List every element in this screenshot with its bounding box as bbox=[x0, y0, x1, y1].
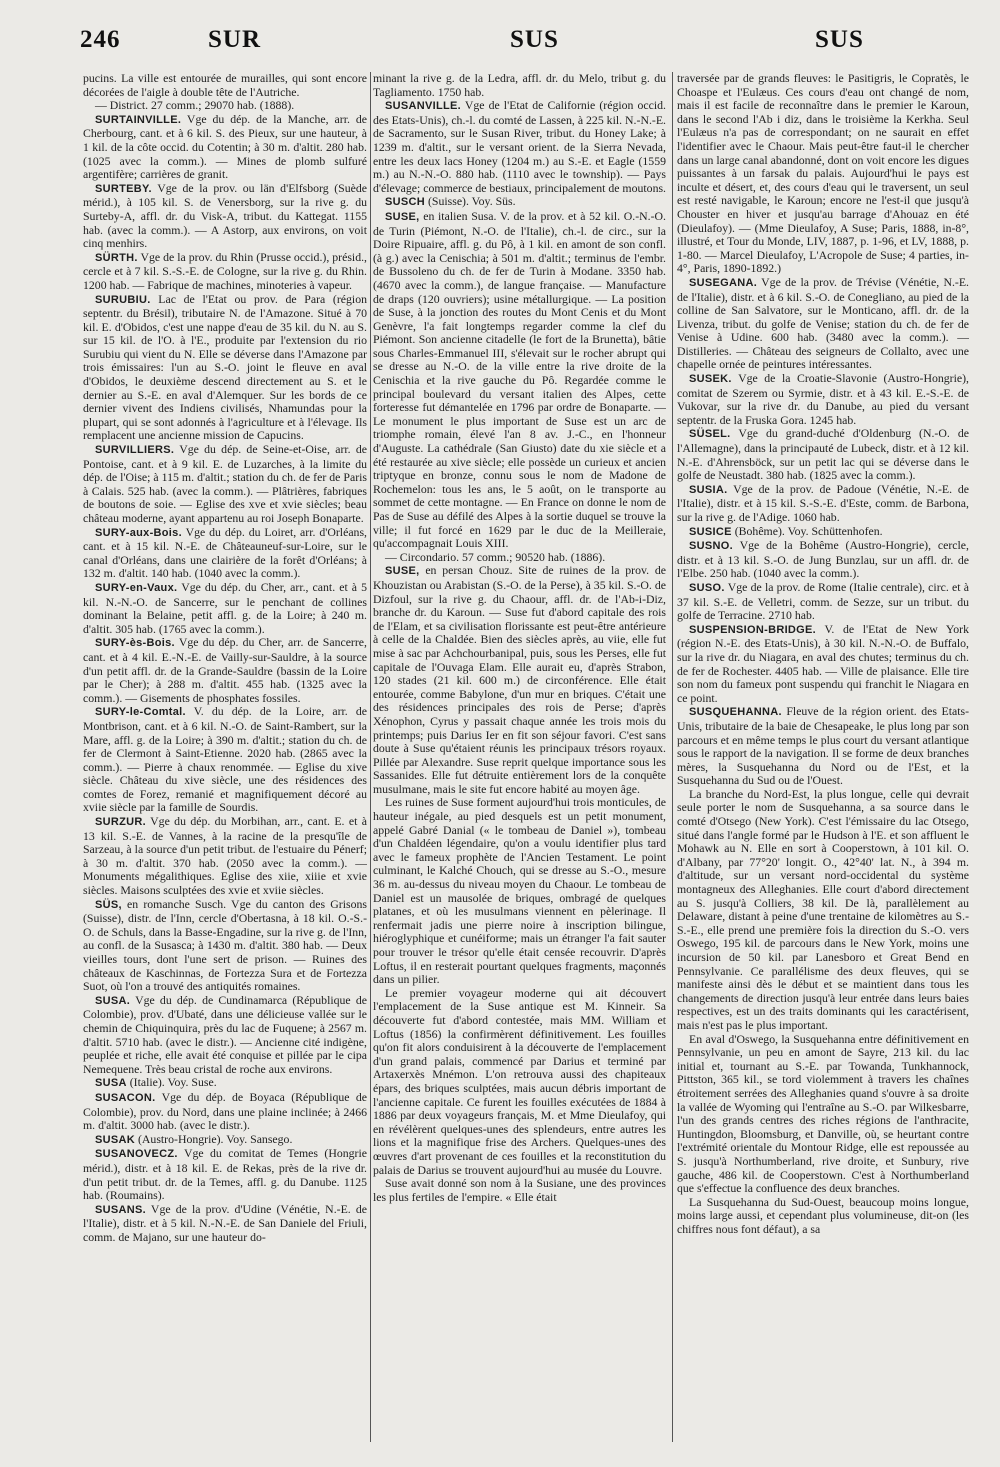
dictionary-entry bbox=[83, 72, 367, 99]
page-header bbox=[80, 26, 980, 68]
dictionary-entry bbox=[677, 788, 969, 1033]
dictionary-entry bbox=[677, 539, 969, 581]
entry-text: La branche du Nord-Est, la plus longue, celle qui devrait seule porter le nom de Susquehanna, a sa source dans le comté d'Otsego (New York). C'est l'émissaire du lac Otsego, situé dans l'angle formé par le Hudson à l'E. et son affluent le Mohawk au N. Elle en sort à Cooperstown, à 101 kil. O. d'Albany, par 77°20' longit. O., 42°40' lat. N., à 394 m. d'altitude, sur un versant nord-occidental du système montagneux des Alleghanies. Elle court d'abord directement au S. jusqu'à Colliers, 38 kil. De là, parallèlement au Delaware, distant à peine d'une trentaine de kilomètres au S.-S.-E., elle prend une première fois la direction du S.-O. vers Oswego, 195 kil. de parcours dans le New York, moins une incursion de 50 kil. par Lanesboro et Great Bend en Pennsylvanie. Ce parallélisme des deux fleuves, qui se manifeste ainsi dès le début et se maintient dans tous les changements de direction jusqu'à leur entrée dans leurs baies respectives, est un des traits dominants qui les caractérisent, mais n'est pas le plus important. bbox=[677, 786, 969, 1032]
entry-headword: SURTAINVILLE. bbox=[95, 113, 182, 126]
entry-headword: SURY-aux-Bois. bbox=[95, 526, 182, 539]
entry-headword: SURY-le-Comtal. bbox=[95, 706, 186, 719]
entry-headword: SUSO. bbox=[689, 581, 725, 594]
dictionary-entry bbox=[83, 1147, 367, 1202]
dictionary-entry bbox=[83, 1203, 367, 1245]
dictionary-entry bbox=[677, 1033, 969, 1196]
entry-text: Les ruines de Suse forment aujourd'hui trois monticules, de hauteur inégale, au pied desquels est un petit monument, appelé Gabré Danial (« le tombeau de Daniel »), tombeau d'un Chaldéen légendaire, qu'on a voulu identifier plus tard avec le fameux prophète de l'Ancien Testament. Le point culminant, le Kalché Chouch, qui se dresse au S.-O., mesure 36 m. au-dessus du niveau moyen du Chaour. Le tombeau de Daniel est un mausolée de briques, ombragé de quelques platanes, et où les musulmans viennent en pèlerinage. Il renfermait jadis une pierre noire à inscription bilingue, hiéroglyphique et cunéiforme; mais un étranger l'a fait sauter pour trouver le trésor qu'elle était censée recouvrir. D'après Loftus, il en resterait pourtant quelques fragments, maçonnés dans un pilier. bbox=[373, 795, 666, 987]
entry-headword: SUSE, bbox=[385, 210, 420, 223]
entry-text: Vge de la prov. ou län d'Elfsborg (Suède mérid.), à 105 kil. S. de Venersborg, sur la rive g. du Surteby-A, affl. dr. du Visk-A, tribut. du Kattegat. 1155 hab. (avec la comm.). — A Astorp, aux environs, on voit cinq menhirs. bbox=[83, 180, 367, 251]
entry-headword: SUSANS. bbox=[95, 1203, 146, 1216]
entry-text: Vge de la Bohême (Austro-Hongrie), cercle, distr. et à 13 kil. S.-O. de Jung Bunzlau, sur un affl. dr. de l'Elbe. 250 hab. (1040 avec la comm.). bbox=[677, 538, 969, 581]
dictionary-entry bbox=[83, 994, 367, 1077]
entry-headword: SUSACON. bbox=[95, 1091, 156, 1104]
entry-headword: SURUBIU. bbox=[95, 293, 151, 306]
dictionary-entry bbox=[677, 72, 969, 276]
entry-headword: SURVILLIERS. bbox=[95, 444, 175, 457]
entry-text: Vge du dép. de Cundinamarca (République de Colombie), prov. d'Ubaté, dans une délicieuse vallée sur le chemin de Chiquinquira, près du lac de Fuquene; à 2567 m. d'altit. 5710 hab. (avec le distr.). — Ancienne cité indigène, peuplée et riche, elle avait été conquise et pillée par le cipa Nemequene. Très beau cristal de roche aux environs. bbox=[83, 992, 367, 1076]
text-column-left bbox=[83, 72, 367, 1442]
running-head-right: SUS bbox=[815, 26, 864, 53]
entry-text: en romanche Susch. Vge du canton des Grisons (Suisse), distr. de l'Inn, cercle d'Obertasna, à 18 kil. O.-S.-O. de Schuls, dans la Basse-Engadine, sur la rive g. de l'Inn, au confl. de la Susasca; à 1430 m. d'altit. 380 hab. — Deux vieilles tours, dont l'une sert de prison. — Ruines des châteaux de Kaschinnas, de Fortezza Sura et de Fortezza Suot, où l'on a trouvé des antiquités romaines. bbox=[83, 896, 367, 994]
entry-text: Vge du dép. du Morbihan, arr., cant. E. et à 13 kil. S.-E. de Vannes, à la racine de la presqu'île de Sarzeau, à la source d'un petit tribut. de l'estuaire du Pénerf; à 30 m. d'altit. 370 hab. (2050 avec la comm.). — Monuments mégalithiques. Eglise des xiie, xiiie et xvie siècles. Maisons sculptées des xvie et xviie siècles. bbox=[83, 814, 367, 898]
dictionary-entry bbox=[373, 195, 666, 210]
entry-text: V. du dép. de la Loire, arr. de Montbrison, cant. et à 6 kil. N.-O. de Saint-Rambert, sur la Mare, affl. g. de la Loire; à 390 m. d'altit.; station du ch. de fer de Clermont à Saint-Etienne. 2020 hab. (2865 avec la comm.). — Pierre à chaux renommée. — Eglise du xive siècle. Château du xive siècle, une des résidences des comtes de Forez, remanié et magnifiquement décoré au xviie siècle par la famille de Sourdis. bbox=[83, 704, 367, 815]
running-head-middle: SUS bbox=[510, 26, 559, 53]
entry-text: Vge du grand-duché d'Oldenburg (N.-O. de l'Allemagne), dans la principauté de Lubeck, distr. et à 12 kil. N.-E. d'Ahrensböck, sur un petit lac qui se déverse dans le golfe de Neustadt. 380 hab. (1825 avec la comm.). bbox=[677, 426, 969, 483]
dictionary-entry bbox=[677, 372, 969, 427]
dictionary-entry bbox=[83, 251, 367, 293]
entry-text: traversée par de grands fleuves: le Pasitigris, le Copratès, le Choaspe et l'Eulæus. Ces cours d'eau ont changé de nom, mais il est facile de reconnaître dans le premier le Karoun, dans le second l'Ab i diz, dans le troisième la Kerkha. Seul l'Eulæus n'a pas de correspondant; on ne saurait en effet l'identifier avec le Chaour. Mais peut-être faut-il le chercher dans un large canal abandonné, dont on voit encore les digues puissantes à un farsak du palais. Aujourd'hui le pays est inculte et désert, et, des cours d'eau qui le traversent, un seul est resté navigable, le Karoun; encore ne l'est-il que jusqu'à Chouster en hiver et jusqu'au barrage d'Ahouaz en été (Dieulafoy). — (Mme Dieulafoy, A Suse; Paris, 1888, in-8°, illustré, et Tour du Monde, LIV, 1887, p. 1-96, et LV, 1888, p. 1-80. — Marcel Dieulafoy, L'Acropole de Suse; 4 parties, in-4°, Paris, 1890-1892.) bbox=[677, 72, 969, 276]
entry-text: minant la rive g. de la Ledra, affl. dr. du Melo, tribut g. du Tagliamento. 1750 hab. bbox=[373, 72, 666, 99]
entry-text: (Austro-Hongrie). Voy. Sansego. bbox=[137, 1131, 293, 1146]
entry-headword: SUSCH bbox=[385, 196, 426, 209]
page-number: 246 bbox=[80, 26, 121, 53]
entry-headword: SÜS, bbox=[95, 898, 122, 911]
dictionary-entry bbox=[373, 1177, 666, 1204]
dictionary-entry bbox=[677, 1196, 969, 1237]
dictionary-entry bbox=[677, 483, 969, 525]
dictionary-entry bbox=[83, 898, 367, 994]
dictionary-entry bbox=[677, 581, 969, 623]
entry-text: Vge de la prov. d'Udine (Vénétie, N.-E. de l'Italie), distr. et à 5 kil. N.-N.-E. de San Daniele del Friuli, comm. de Majano, sur une hauteur do- bbox=[83, 1201, 367, 1244]
entry-text: Vge de la prov. de Trévise (Vénétie, N.-E. de l'Italie), distr. et à 6 kil. S.-O. de Conegliano, au pied de la colline de San Salvatore, sur le Monticano, affl. dr. de la Livenza, tribut. du golfe de Venise; station du ch. de fer de Venise à Udine. 600 hab. (3480 avec la comm.). — Distilleries. — Château des seigneurs de Collalto, avec une chapelle ornée de peintures intéressantes. bbox=[677, 274, 969, 372]
dictionary-entry bbox=[83, 443, 367, 526]
dictionary-entry bbox=[373, 72, 666, 99]
entry-text: en persan Chouz. Site de ruines de la prov. de Khouzistan ou Arabistan (S.-O. de la Perse), à 35 kil. S.-O. de Dizfoul, sur la rive g. du Chaour, affl. dr. de l'Ab-i-Diz, branche dr. du Karoun. — Suse fut d'abord capitale des rois de l'Elam, et sa civilisation florissante est peut-être antérieure à celle de la Chaldée. Bien des siècles après, au viie, elle fut mise à sac par Achchourbanipal, puis, sous les Perses, elle fut capitale de l'Ouvaga Elam. Elle aurait eu, d'après Strabon, 120 stades (21 kil. 600 m.) de circonférence. Elle était entourée, comme Babylone, d'un mur en briques. C'était une des résidences principales des rois de Perse; d'après Xénophon, Cyrus y passait chaque année les trois mois du printemps; puis Darius Ier en fit son séjour favori. C'est sans doute à Suse qu'étaient réunis les principaux trésors royaux. Pillée par Alexandre. Suse reprit quelque importance sous les Sassanides. Elle fut détruite entièrement lors de la conquête musulmane, mais le site fut encore habité au moyen âge. bbox=[373, 563, 666, 796]
entry-text: Fleuve de la région orient. des Etats-Unis, tributaire de la baie de Chesapeake, le plus long par son parcours et en même temps le plus court du versant atlantique sous le rapport de la navigation. Il se forme de deux branches mères, la Susquehanna du Nord ou de l'Est, et la Susquehanna du Sud ou de l'Ouest. bbox=[677, 704, 969, 788]
entry-headword: SUSIA. bbox=[689, 483, 728, 496]
entry-text: Vge de la Croatie-Slavonie (Austro-Hongrie), comitat de Szerem ou Syrmie, distr. et à 43 kil. E.-S.-E. de Vukovar, sur la rive dr. du Danube, au pied du versant septentr. de la Fruska Gora. 1245 hab. bbox=[677, 371, 969, 427]
dictionary-entry bbox=[677, 705, 969, 788]
entry-headword: SURZUR. bbox=[95, 816, 146, 829]
entry-headword: SUSPENSION-BRIDGE. bbox=[689, 623, 817, 636]
entry-text: Vge du dép. du Cher, arr. de Sancerre, cant. et à 4 kil. E.-N.-E. de Vailly-sur-Sauldre, à la source d'un petit affl. dr. de la Grande-Sauldre (bassin de la Loire par le Cher); à 288 m. d'altit. 455 hab. (1325 avec la comm.). — Gisements de phosphates fossiles. bbox=[83, 635, 367, 705]
dictionary-entry bbox=[677, 276, 969, 372]
dictionary-entry bbox=[373, 210, 666, 551]
entry-headword: SURTEBY. bbox=[95, 182, 152, 195]
entry-text: — Circondario. 57 comm.; 90520 hab. (1886). bbox=[385, 549, 606, 564]
entry-text: Vge du dép. de Boyaca (République de Colombie), prov. du Nord, dans une plaine inclinée; à 2466 m. d'altit. 3000 hab. (avec le distr.). bbox=[83, 1089, 367, 1133]
entry-headword: SUSNO. bbox=[689, 540, 733, 553]
text-column-right bbox=[677, 72, 969, 1442]
entry-headword: SUSQUEHANNA. bbox=[689, 706, 782, 719]
entry-headword: SUSEGANA. bbox=[689, 276, 758, 289]
entry-text: Lac de l'Etat ou prov. de Para (région septentr. du Brésil), tributaire N. de l'Amazone. Situé à 70 kil. E. d'Obidos, c'est une nappe d'eau de 35 kil. du N. au S. sur 15 kil. de l'O. à l'E., produite par l'extension du rio Surubiu qui vient du N. Elle se déverse dans l'Amazone par trois émissaires: l'un au S.-O. joint le fleuve en aval d'Obidos, le deuxième descend directement au S. et le dernier au S.-E. en aval d'Alemquer. Sur les bords de ce dernier vivent des Indiens civilisés, Nhamundas pour la plupart, qui se sont adonnés à l'agriculture et à l'élevage. Ils remplacent une ancienne mission de Capucins. bbox=[83, 291, 367, 443]
text-column-middle bbox=[373, 72, 666, 1442]
entry-text: Vge du comitat de Temes (Hongrie mérid.), distr. et à 18 kil. E. de Rekas, près de la rive dr. d'un petit tribut. dr. de la Temes, affl. g. du Danube. 1125 hab. (Roumains). bbox=[83, 1146, 367, 1203]
entry-headword: SURY-en-Vaux. bbox=[95, 581, 178, 594]
dictionary-entry bbox=[373, 564, 666, 796]
column-divider bbox=[370, 72, 371, 1442]
dictionary-entry bbox=[83, 705, 367, 815]
dictionary-entry bbox=[83, 526, 367, 581]
entry-text: Vge de l'Etat de Californie (région occid. des Etats-Unis), ch.-l. du comté de Lassen, à 225 kil. N.-N.-E. de Sacramento, sur le Susan River, tribut. du Honey Lake; à 1239 m. d'altit., sur le versant orient. de la Sierra Nevada, entre les deux lacs Honey (1204 m.) au S.-E. et Eagle (1559 m.) au N.-N.-O. 880 hab. (1110 avec le township). — Pays d'élevage; commerce de bestiaux, principalement de moutons. bbox=[373, 98, 666, 195]
entry-text: En aval d'Oswego, la Susquehanna entre définitivement en Pennsylvanie, un peu en amont de Sayre, 213 kil. du lac initial et, tournant au S.-E. par Towanda, Tunkhannock, Pittston, 365 kil., se tord violemment à travers les chaînes étroitement serrées des Alleghanies quand s'ouvre à sa droite la vallée de Wyoming qui l'entraîne au S.-O. par Wilkesbarre, l'un des grands centres des riches régions de l'anthracite, Huntingdon, Bloomsburg, et Danville, où, se heurtant contre l'extrémité orientale du Montour Ridge, elle est repoussée au S. jusqu'à Northumberland, rive droite, et Sunbury, rive gauche, 486 kil. de Cooperstown. C'est à Northumberland que s'effectue la confluence des deux branches. bbox=[677, 1031, 969, 1196]
dictionary-entry bbox=[373, 551, 666, 565]
entry-headword: SUSA bbox=[95, 1077, 127, 1090]
dictionary-entry bbox=[83, 1091, 367, 1133]
entry-headword: SÜSEL. bbox=[689, 428, 731, 441]
entry-text: — District. 27 comm.; 29070 hab. (1888). bbox=[95, 98, 295, 113]
entry-text: (Italie). Voy. Suse. bbox=[129, 1075, 217, 1090]
entry-headword: SUSICE bbox=[689, 525, 732, 538]
entry-headword: SURY-ès-Bois. bbox=[95, 637, 175, 650]
entry-headword: SUSA. bbox=[95, 994, 131, 1007]
entry-headword: SUSE, bbox=[385, 565, 420, 578]
dictionary-entry bbox=[83, 182, 367, 251]
entry-text: (Bohême). Voy. Schüttenhofen. bbox=[734, 523, 883, 538]
entry-text: Vge de la prov. de Padoue (Vénétie, N.-E. de l'Italie), distr. et à 15 kil. S.-S.-E. d'Este, comm. de Barbona, sur la rive g. de l'Adige. 1060 hab. bbox=[677, 481, 969, 524]
entry-text: Vge de la prov. de Rome (Italie centrale), circ. et à 37 kil. S.-E. de Velletri, comm. de Sezze, sur un tribut. du golfe de Terracine. 2710 hab. bbox=[677, 579, 969, 623]
entry-text: en italien Susa. V. de la prov. et à 52 kil. O.-N.-O. de Turin (Piémont, N.-O. de l'Italie), ch.-l. de circ., sur la Doire Ripuaire, affl. g. du Pô, à 1 kil. en amont de son confl. (à g.) avec la Cenischia; à 501 m. d'altit.; terminus de l'embr. de Bussoleno du ch. de fer de Turin à Modane. 3350 hab. (4670 avec la comm.), de langue française. — Manufacture de draps (120 ouvriers); usine métallurgique. — La position de Suse, à la jonction des routes du Mont Cenis et du Mont Genèvre, l'a fait longtemps regarder comme la clef du Piémont. Son ancienne citadelle (le fort de la Brunetta), bâtie sous Charles-Emmanuel III, s'élevait sur le rocher abrupt qui se dresse au N.-O. de la ville entre la rive droite de la Cenischia et la rive gauche du Pô. Regardée comme le principal boulevard du versant italien des Alpes, cette forteresse fut démantelée en 1796 par ordre de Bonaparte. — Le monument le plus important de Suse est un arc de triomphe romain, élevé l'an 8 av. J.-C., en l'honneur d'Auguste. La cathédrale (San Giusto) date du xie siècle et a été restaurée au xive siècle; elle possède un curieux et ancien triptyque en bronze, connu sous le nom de Madone de Rochemelon: tous les ans, le 5 août, on le transporte au sommet de cette montagne. — En France on donne le nom de Pas de Suse au défilé des Alpes à la sortie duquel se trouve la ville; il fut forcé en 1629 par le duc de la Meilleraie, qu'accompagnait Louis XIII. bbox=[373, 208, 666, 551]
entry-text: (Suisse). Voy. Süs. bbox=[427, 194, 516, 209]
entry-headword: SUSAK bbox=[95, 1133, 136, 1146]
entry-headword: SUSANOVECZ. bbox=[95, 1148, 178, 1161]
dictionary-entry bbox=[677, 427, 969, 482]
dictionary-entry bbox=[83, 636, 367, 705]
entry-text: La Susquehanna du Sud-Ouest, beaucoup moins longue, moins large aussi, et cependant plus volumineuse, dit-on (les chiffres nous font défaut), a sa bbox=[677, 1194, 969, 1236]
entry-text: Vge du dép. de la Manche, arr. de Cherbourg, cant. et à 6 kil. S. des Pieux, sur une hauteur, à 1 kil. de la côte occid. du Cotentin; à 30 m. d'altit. 280 hab. (1025 avec la comm.). — Mines de plomb sulfuré argentifère; carrières de granit. bbox=[83, 111, 367, 182]
dictionary-entry bbox=[83, 1076, 367, 1091]
entry-text: Suse avait donné son nom à la Susiane, une des provinces les plus fertiles de l'empire. « Elle était bbox=[373, 1176, 666, 1204]
dictionary-entry bbox=[373, 99, 666, 195]
dictionary-entry bbox=[83, 1133, 367, 1148]
dictionary-entry bbox=[373, 796, 666, 986]
entry-headword: SÜRTH. bbox=[95, 251, 138, 264]
dictionary-entry bbox=[83, 815, 367, 898]
column-divider bbox=[672, 72, 673, 1442]
running-head-left: SUR bbox=[208, 26, 262, 53]
dictionary-entry bbox=[83, 581, 367, 636]
dictionary-entry bbox=[83, 293, 367, 444]
entry-text: V. de l'Etat de New York (région N.-E. des Etats-Unis), à 30 kil. N.-N.-O. de Buffalo, sur la rive dr. du Niagara, en aval des chutes; terminus du ch. de fer de Rochester. 4405 hab. — Ville de plaisance. Elle tire son nom du fameux pont suspendu qui franchit le Niagara en ce point. bbox=[677, 621, 969, 705]
entry-text: Vge du dép. du Cher, arr., cant. et à 5 kil. N.-N.-O. de Sancerre, sur le penchant de collines dominant la Belaine, petit affl. g. de la Loire; à 240 m. d'altit. 305 hab. (1765 avec la comm.). bbox=[83, 579, 367, 636]
dictionary-entry bbox=[83, 113, 367, 182]
entry-headword: SUSEK. bbox=[689, 373, 732, 386]
dictionary-entry bbox=[677, 623, 969, 706]
entry-text: Le premier voyageur moderne qui ait découvert l'emplacement de la Suse antique est M. Kinneir. Sa découverte fut d'abord contestée, mais MM. William et Loftus (1856) la confirmèrent définitivement. Les fouilles qu'on fit alors conduisirent à la découverte de l'emplacement d'un grand palais, commencé par Darius et terminé par Artaxerxès Mnémon. L'on retrouva aussi des chapiteaux épars, des briques sculptées, mais aucun débris important de l'ancienne capitale. Ce furent les fouilles exécutées de 1884 à 1886 par deux voyageurs français, M. et Mme Dieulafoy, qui en révélèrent quelques-unes des splendeurs, entre autres les lions et la magnifique frise des Archers. Quelques-unes des œuvres d'art provenant de ces fouilles et la reconstitution du palais de Darius se trouvent aujourd'hui au musée du Louvre. bbox=[373, 985, 666, 1177]
entry-headword: SUSANVILLE. bbox=[385, 100, 462, 113]
entry-text: Vge du dép. du Loiret, arr. d'Orléans, cant. et à 15 kil. N.-E. de Châteauneuf-sur-Loire, sur le canal d'Orléans, dans une clairière de la forêt d'Orléans; à 132 m. d'altit. 140 hab. (1040 avec la comm.). bbox=[83, 524, 367, 581]
dictionary-entry bbox=[677, 525, 969, 540]
entry-text: Vge de la prov. du Rhin (Prusse occid.), présid., cercle et à 7 kil. S.-S.-E. de Cologne, sur la rive g. du Rhin. 1200 hab. — Fabrique de machines, minoteries à vapeur. bbox=[83, 249, 367, 292]
entry-text: pucins. La ville est entourée de murailles, qui sont encore décorées de l'aigle à double tête de l'Autriche. bbox=[83, 72, 367, 99]
dictionary-entry bbox=[373, 987, 666, 1177]
entry-text: Vge du dép. de Seine-et-Oise, arr. de Pontoise, cant. et à 9 kil. E. de Luzarches, à la limite du dép. de l'Oise; à 115 m. d'altit.; station du ch. de fer de Paris à Calais. 525 hab. (avec la comm.). — Plâtrières, fabriques de boutons de soie. — Eglise des xve et xvie siècles; beau château moderne, ayant appartenu au roi Joseph Bonaparte. bbox=[83, 442, 367, 525]
dictionary-entry bbox=[83, 99, 367, 113]
